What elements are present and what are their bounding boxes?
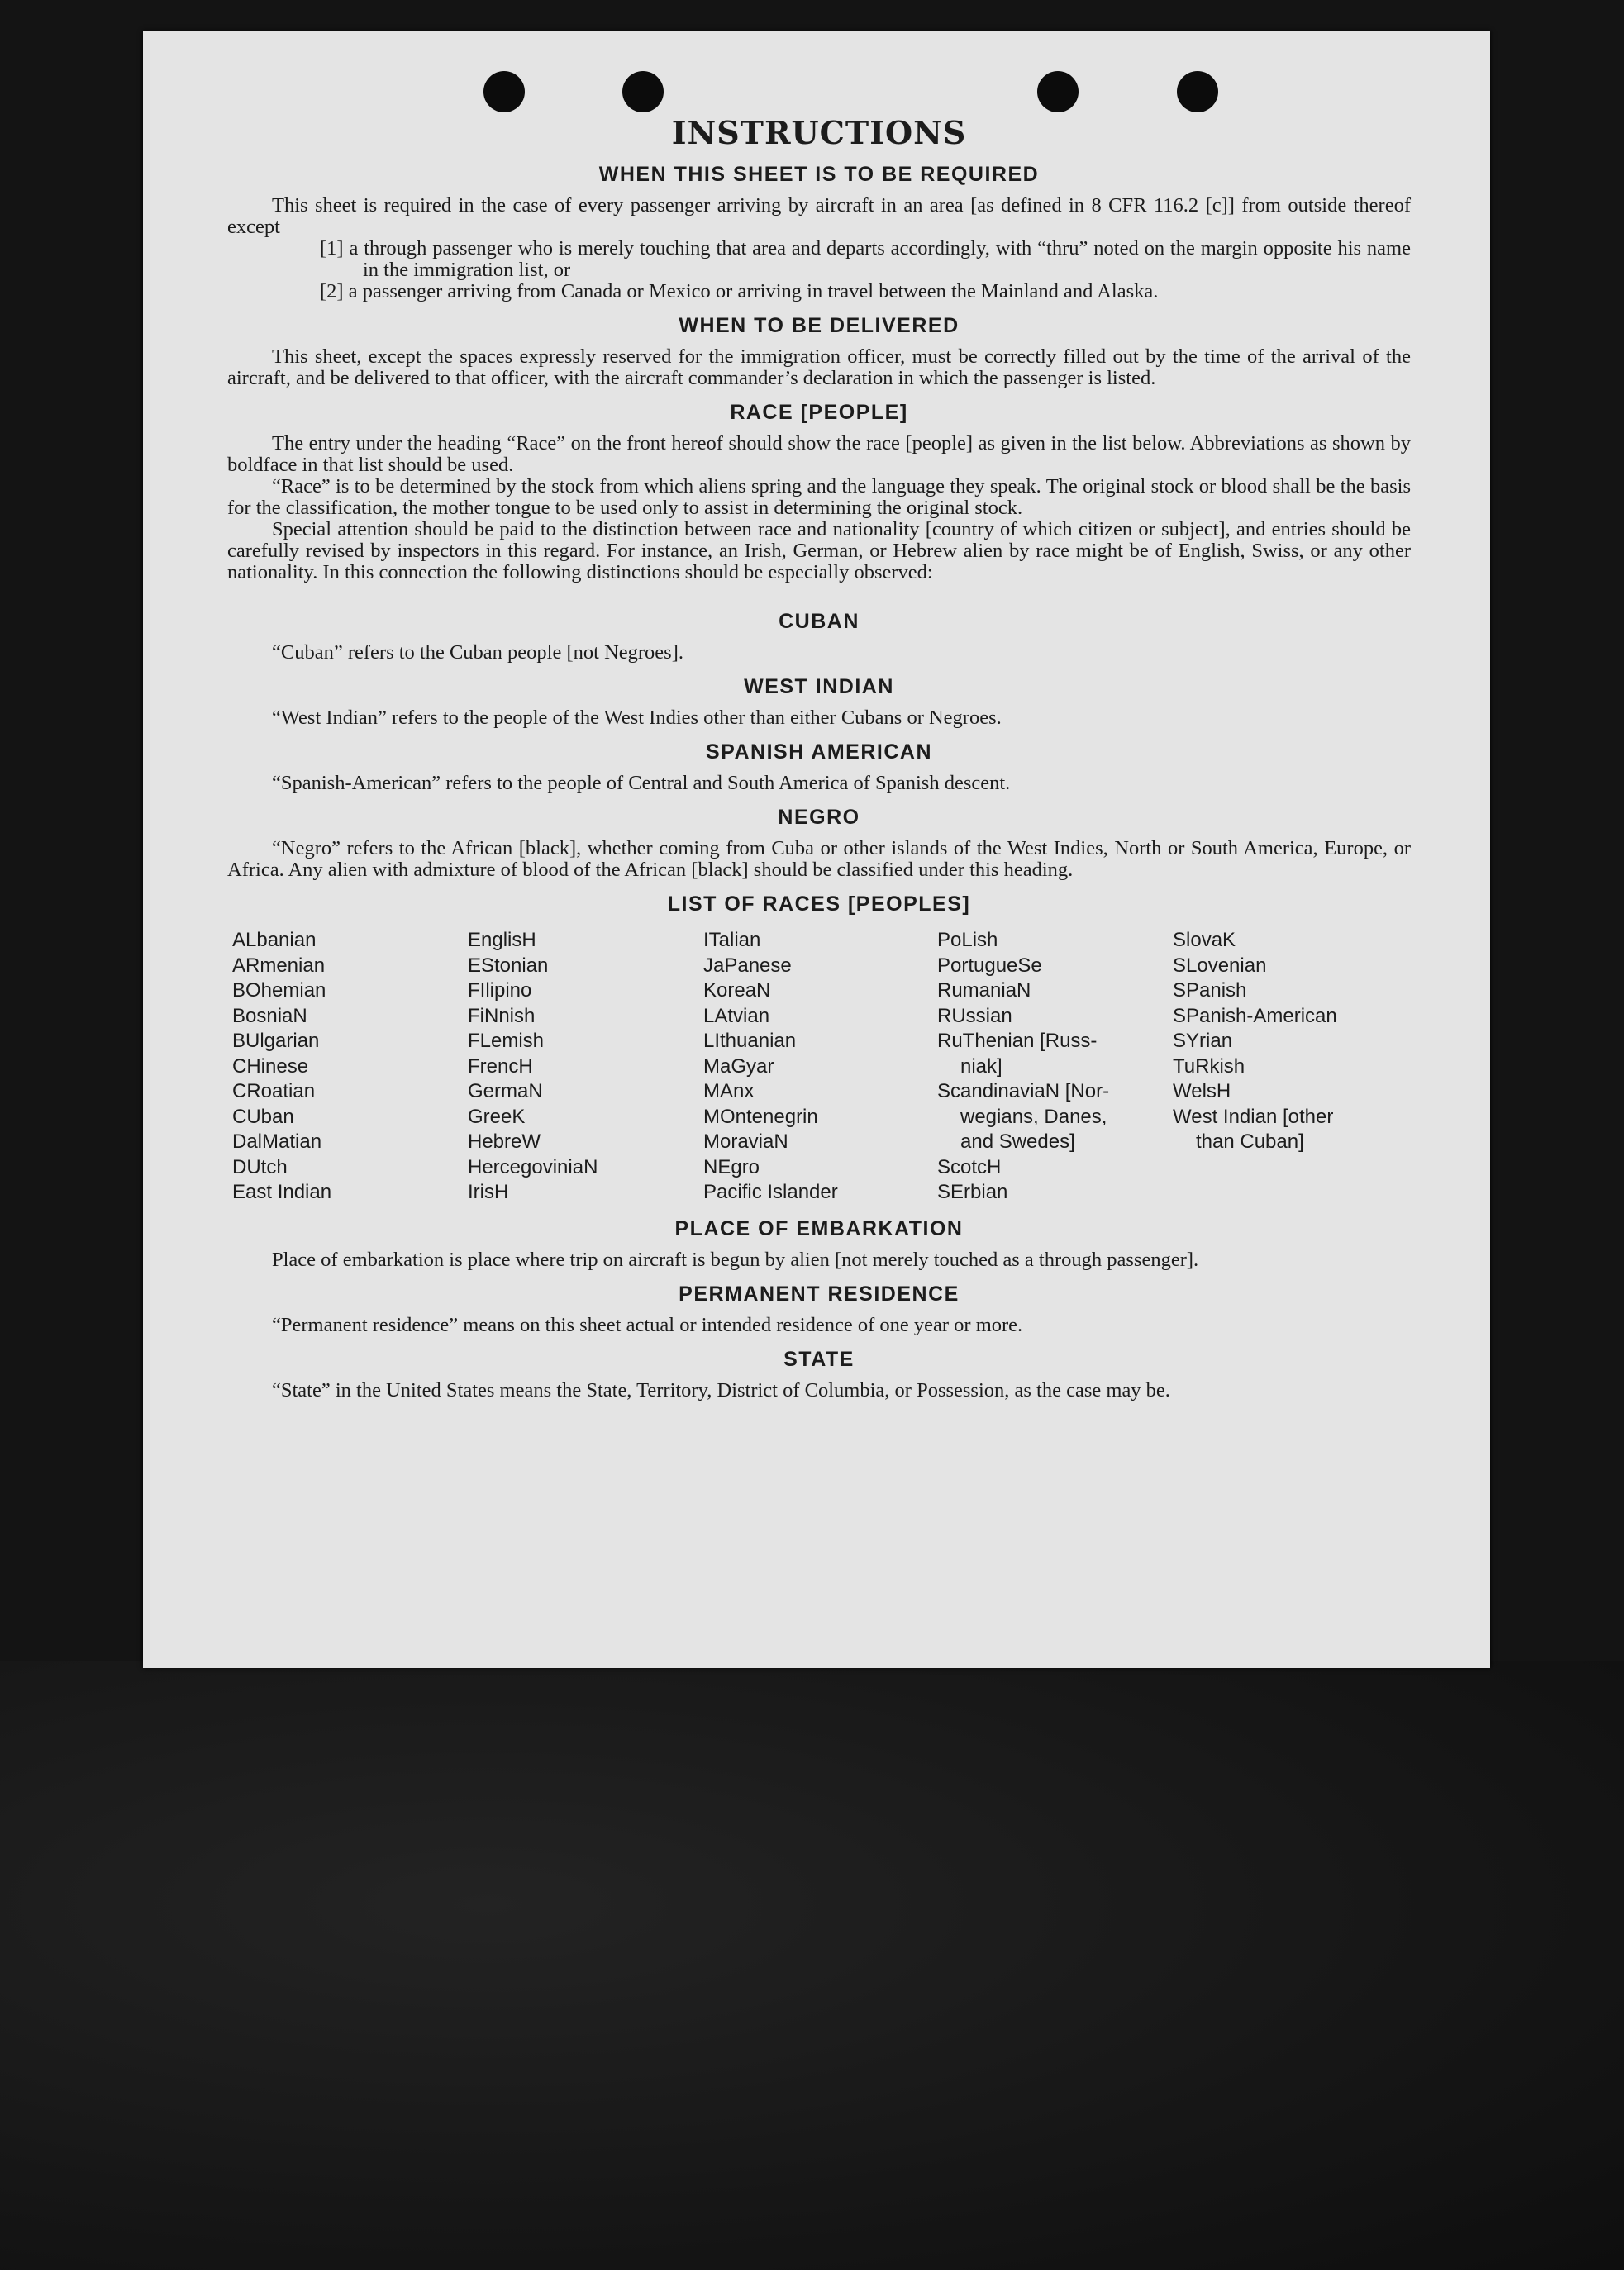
heading-residence: PERMANENT RESIDENCE <box>679 1282 960 1306</box>
race-entry: SPanish-American <box>1173 1004 1337 1027</box>
heading-west-indian: WEST INDIAN <box>744 675 894 698</box>
heading-race: RACE [PEOPLE] <box>730 401 908 424</box>
race-entry: ARmenian <box>232 954 326 977</box>
race-entry: GreeK <box>468 1105 526 1128</box>
race-entry: FIlipino <box>468 979 532 1002</box>
required-item-1: [1] a through passenger who is merely touching that area and departs accordingly, with “thru” noted on the margin opposite his name in the immigration list, or <box>320 237 1411 281</box>
heading-embarkation: PLACE OF EMBARKATION <box>674 1216 964 1240</box>
required-item-2: [2] a passenger arriving from Canada or Mexico or arriving in travel between the Mainland and Alaska. <box>320 280 1159 302</box>
race-entry: CRoatian <box>232 1080 316 1102</box>
race-entry: FrencH <box>468 1054 533 1078</box>
race-entry: JaPanese <box>703 954 792 977</box>
west-indian-text: “West Indian” refers to the people of the West Indies other than either Cubans or Negroes. <box>272 707 1002 729</box>
heading-required: WHEN THIS SHEET IS TO BE REQUIRED <box>598 163 1040 186</box>
heading-delivered: WHEN TO BE DELIVERED <box>679 314 960 337</box>
race-entry: IrisH <box>468 1181 509 1203</box>
race-entry: EStonian <box>468 954 549 977</box>
races-column <box>703 928 937 1206</box>
instruction-sheet <box>143 31 1490 1668</box>
race-entry: SErbian <box>937 1181 1008 1203</box>
race-entry: SYrian <box>1173 1030 1233 1052</box>
race-entry: LIthuanian <box>703 1030 797 1052</box>
heading-races-list: LIST OF RACES [PEOPLES] <box>667 892 971 916</box>
race-entry: RUssian <box>937 1004 1012 1027</box>
races-column <box>232 928 468 1206</box>
sheet-content <box>227 114 1411 1401</box>
races-column <box>468 928 703 1206</box>
punch-hole <box>1177 71 1218 112</box>
race-entry: LAtvian <box>703 1004 770 1027</box>
delivered-text: This sheet, except the spaces expressly reserved for the immigration officer, must be correctly filled out by the time of the arrival of the aircraft, and be delivered to that officer, with the aircraft commander’s declaration in which the passenger is listed. <box>227 345 1411 389</box>
race-entry: CHinese <box>232 1054 309 1078</box>
race-entry: MaGyar <box>703 1054 774 1078</box>
race-entry: and Swedes] <box>960 1130 1075 1153</box>
race-entry: NEgro <box>703 1155 760 1178</box>
race-entry <box>1173 1180 1416 1206</box>
negro-text: “Negro” refers to the African [black], whether coming from Cuba or other islands of the West Indies, North or South America, Europe, or Africa. Any alien with admixture of blood of the African [black] should be classified under this heading. <box>227 837 1411 881</box>
race-entry: TuRkish <box>1173 1054 1245 1078</box>
race-entry: MOntenegrin <box>703 1105 818 1128</box>
race-entry: ScandinaviaN [Nor- <box>937 1080 1110 1102</box>
embarkation-text: Place of embarkation is place where trip on aircraft is begun by alien [not merely touched as a through passenger]. <box>272 1248 1199 1271</box>
page-title: INSTRUCTIONS <box>671 114 967 151</box>
race-entry: BOhemian <box>232 979 326 1002</box>
heading-cuban: CUBAN <box>779 610 860 633</box>
races-column <box>1173 928 1416 1206</box>
race-paragraph-3: Special attention should be paid to the distinction between race and nationality [country of which citizen or subject], and entries should be carefully revised by inspectors in this regard. For instance, an Irish, German, or Hebrew alien by race might be of English, Swiss, or any other nationality. In this connection the following distinctions should be especially observed: <box>227 518 1411 583</box>
residence-text: “Permanent residence” means on this sheet actual or intended residence of one year or more. <box>272 1313 1023 1336</box>
race-entry: ALbanian <box>232 929 317 951</box>
race-entry: East Indian <box>232 1181 332 1203</box>
race-entry: DalMatian <box>232 1130 322 1153</box>
race-entry: West Indian [other <box>1173 1105 1334 1128</box>
punch-hole <box>622 71 664 112</box>
race-entry: HercegoviniaN <box>468 1155 598 1178</box>
race-entry: EnglisH <box>468 929 536 951</box>
race-entry: CUban <box>232 1105 294 1128</box>
race-entry: RuThenian [Russ- <box>937 1030 1098 1052</box>
required-intro: This sheet is required in the case of every passenger arriving by aircraft in an area [as defined in 8 CFR 116.2 [c]] from outside thereof except <box>227 194 1411 238</box>
race-entry: RumaniaN <box>937 979 1031 1002</box>
race-entry: niak] <box>960 1054 1002 1078</box>
heading-spanish-american: SPANISH AMERICAN <box>705 740 932 764</box>
heading-negro: NEGRO <box>778 806 860 829</box>
race-entry: ScotcH <box>937 1155 1002 1178</box>
race-entry: MAnx <box>703 1080 755 1102</box>
race-entry: FLemish <box>468 1030 545 1052</box>
punch-hole <box>483 71 525 112</box>
race-entry: SLovenian <box>1173 954 1267 977</box>
race-entry: SlovaK <box>1173 929 1236 951</box>
race-entry: SPanish <box>1173 979 1247 1002</box>
race-entry: WelsH <box>1173 1080 1231 1102</box>
cuban-text: “Cuban” refers to the Cuban people [not Negroes]. <box>272 641 683 664</box>
races-column <box>937 928 1173 1206</box>
race-entry: Pacific Islander <box>703 1181 838 1203</box>
race-entry: than Cuban] <box>1196 1130 1304 1153</box>
race-entry: PortugueSe <box>937 954 1042 977</box>
race-entry: FiNnish <box>468 1004 536 1027</box>
race-entry: BUlgarian <box>232 1030 320 1052</box>
race-entry: KoreaN <box>703 979 771 1002</box>
races-list <box>232 928 1411 1206</box>
race-entry <box>1173 1155 1416 1181</box>
race-entry: HebreW <box>468 1130 541 1153</box>
spanish-american-text: “Spanish-American” refers to the people of Central and South America of Spanish descent. <box>272 772 1011 794</box>
scanner-background <box>0 1661 1624 2270</box>
race-entry: DUtch <box>232 1155 288 1178</box>
state-text: “State” in the United States means the State, Territory, District of Columbia, or Possession, as the case may be. <box>272 1378 1170 1401</box>
race-entry: ITalian <box>703 929 761 951</box>
race-entry: PoLish <box>937 929 998 951</box>
heading-state: STATE <box>783 1347 855 1371</box>
race-entry: BosniaN <box>232 1004 307 1027</box>
race-entry: GermaN <box>468 1080 543 1102</box>
race-paragraph-2: “Race” is to be determined by the stock from which aliens spring and the language they speak. The original stock or blood shall be the basis for the classification, the mother tongue to be used only to assist in determining the original stock. <box>227 475 1411 519</box>
race-paragraph-1: The entry under the heading “Race” on the front hereof should show the race [people] as given in the list below. Abbreviations as shown by boldface in that list should be used. <box>227 432 1411 476</box>
race-entry: MoraviaN <box>703 1130 788 1153</box>
race-entry: wegians, Danes, <box>960 1105 1107 1128</box>
punch-hole <box>1037 71 1079 112</box>
